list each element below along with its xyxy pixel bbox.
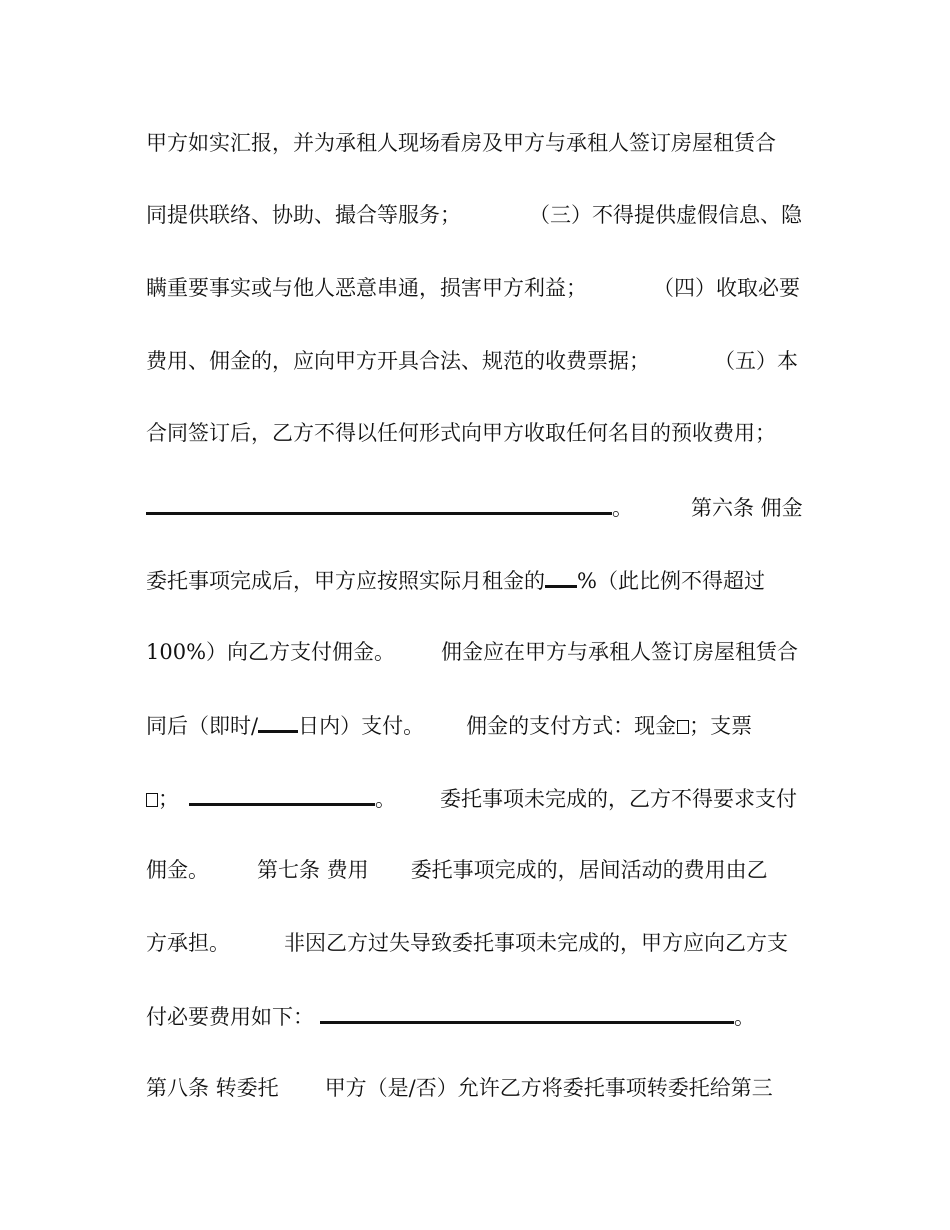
line-text: 100%）向乙方支付佣金。 (146, 640, 396, 664)
line-text: 佣金的支付方式：现金 (466, 714, 677, 738)
line-text: 委托事项未完成的，乙方不得要求支付 (440, 787, 797, 811)
commission-percent-blank[interactable] (545, 561, 577, 588)
line-text: 瞒重要事实或与他人恶意串通，损害甲方利益； (146, 276, 587, 300)
line-text: 佣金应在甲方与承租人签订房屋租赁合 (441, 640, 799, 664)
checkbox-cash[interactable] (677, 720, 689, 734)
line-text: 。 (734, 1005, 755, 1029)
line-text: （五）本 (714, 349, 798, 373)
text-line (146, 997, 806, 1033)
text-line (146, 488, 806, 524)
line-text: 委托事项完成的，居间活动的费用由乙 (410, 858, 768, 882)
text-line (146, 706, 806, 742)
line-text: 。 (375, 787, 396, 811)
text-line (146, 925, 806, 961)
fill-in-blank[interactable] (189, 779, 375, 806)
checkbox-check[interactable] (146, 793, 158, 807)
line-text: %（此比例不得超过 (577, 569, 765, 593)
line-text: 同提供联络、协助、撮合等服务； (146, 203, 461, 227)
line-text: 付必要费用如下： (146, 1005, 314, 1029)
line-text: 合同签订后，乙方不得以任何形式向甲方收取任何名目的预收费用； (146, 421, 776, 445)
text-line (146, 197, 806, 233)
line-text: 非因乙方过失导致委托事项未完成的，甲方应向乙方支 (284, 931, 788, 955)
line-text: （四）收取必要 (653, 276, 800, 300)
line-text: 委托事项完成后，甲方应按照实际月租金的 (146, 569, 545, 593)
line-text: （三）不得提供虚假信息、隐 (529, 203, 802, 227)
line-text: 。 (612, 496, 633, 520)
article-heading: 第六条 佣金 (691, 496, 803, 520)
line-text: ；支票 (689, 714, 753, 738)
line-text: 甲方如实汇报，并为承租人现场看房及甲方与承租人签订房屋租赁合 (146, 131, 776, 155)
text-line (146, 1070, 806, 1106)
line-text: 日内）支付。 (298, 714, 425, 738)
line-text: 佣金。 (146, 858, 209, 882)
text-line (146, 561, 806, 597)
text-line (146, 125, 806, 161)
line-text: ； (158, 787, 179, 811)
line-text: 费用、佣金的，应向甲方开具合法、规范的收费票据； (146, 349, 650, 373)
text-line (146, 852, 806, 888)
line-text: 甲方（是/否）允许乙方将委托事项转委托给第三 (324, 1076, 773, 1100)
article-heading: 第七条 费用 (257, 858, 369, 882)
text-line (146, 634, 806, 670)
text-line (146, 270, 806, 306)
fill-in-blank[interactable] (146, 488, 612, 515)
line-text: 方承担。 (146, 931, 230, 955)
text-line (146, 343, 806, 379)
line-text: 同后（即时/ (146, 714, 259, 738)
days-blank[interactable] (258, 706, 298, 733)
text-line (146, 779, 806, 815)
fill-in-blank[interactable] (320, 997, 734, 1024)
article-heading: 第八条 转委托 (146, 1076, 279, 1100)
text-line (146, 415, 806, 451)
